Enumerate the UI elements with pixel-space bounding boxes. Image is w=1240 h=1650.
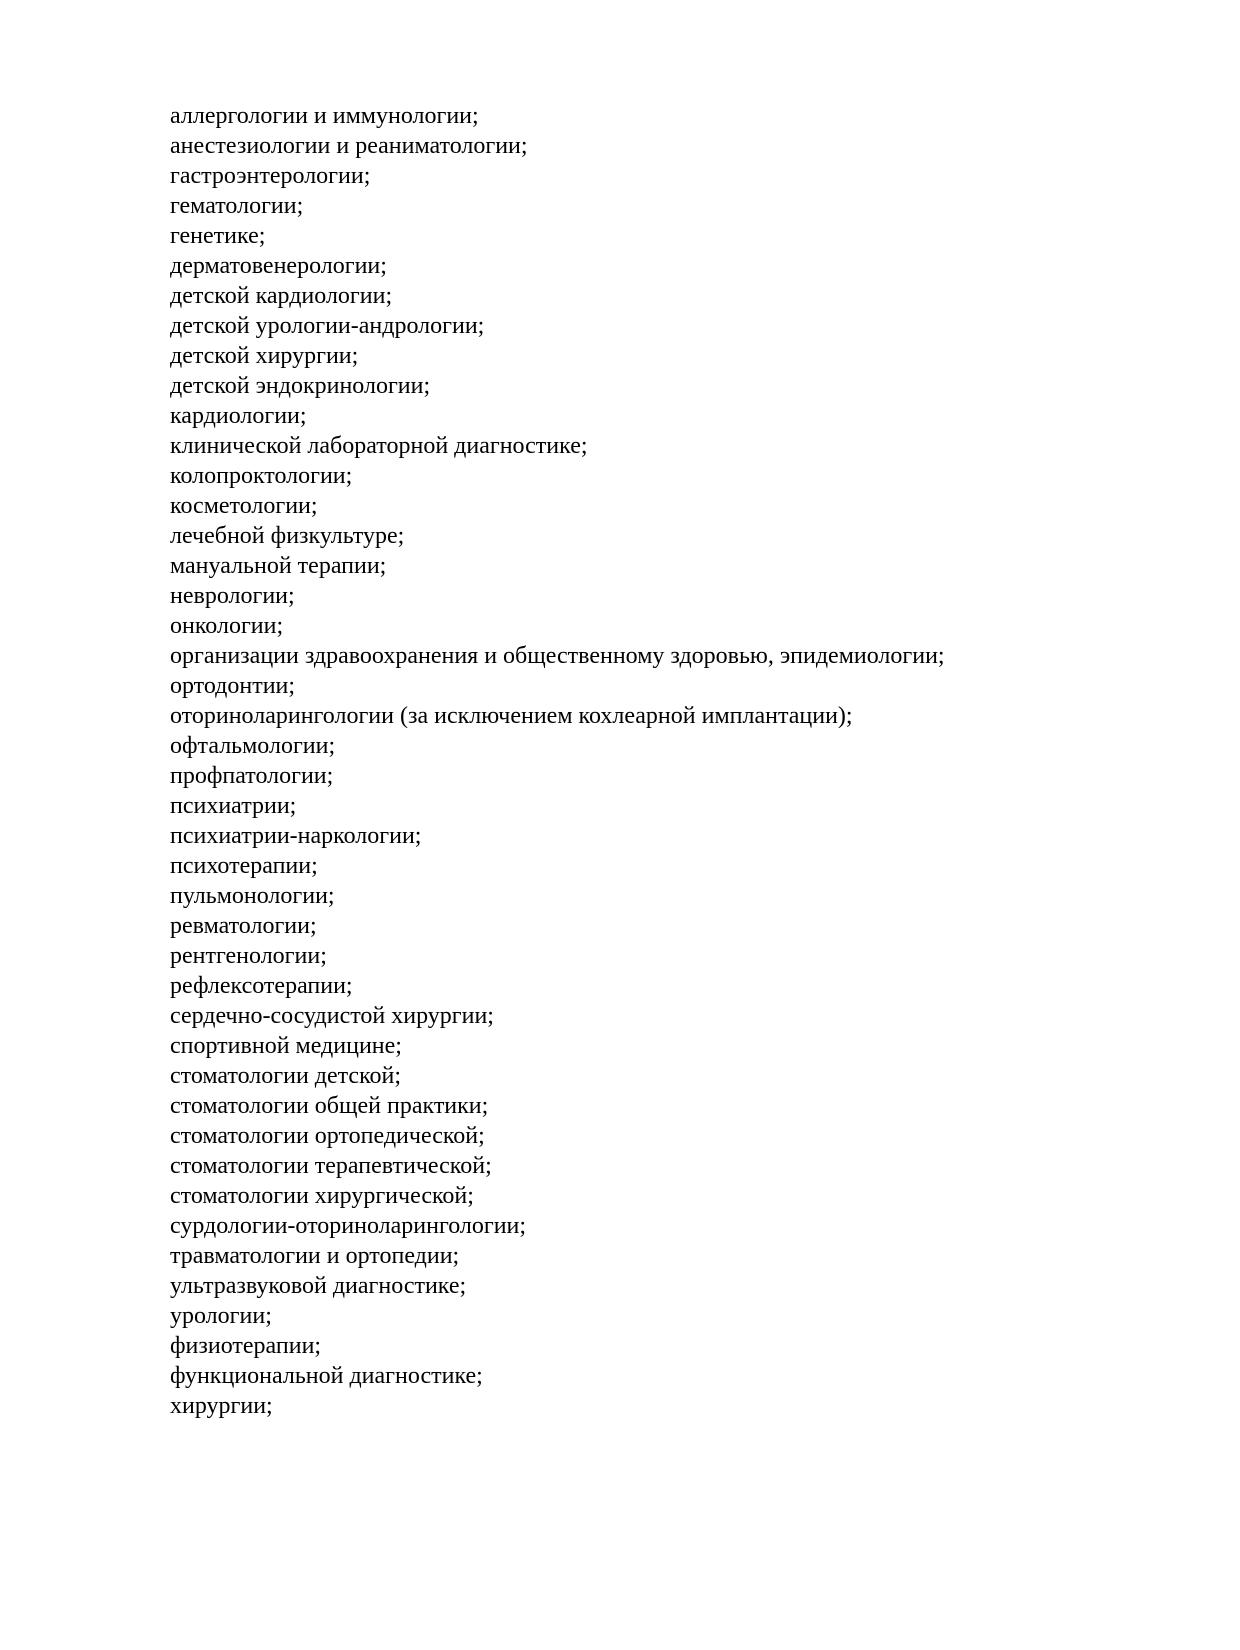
- specialty-line: аллергологии и иммунологии;: [170, 103, 479, 129]
- specialty-line: кардиологии;: [170, 403, 307, 429]
- specialty-list: [170, 101, 1180, 1421]
- specialty-line: ревматологии;: [170, 913, 317, 939]
- specialty-line: урологии;: [170, 1303, 272, 1329]
- specialty-line: психиатрии-наркологии;: [170, 823, 422, 849]
- specialty-line: дерматовенерологии;: [170, 253, 387, 279]
- specialty-line: лечебной физкультуре;: [170, 523, 405, 549]
- specialty-line: гематологии;: [170, 193, 304, 219]
- specialty-line: функциональной диагностике;: [170, 1363, 483, 1389]
- specialty-line: мануальной терапии;: [170, 553, 387, 579]
- specialty-line: стоматологии ортопедической;: [170, 1123, 485, 1149]
- specialty-line: пульмонологии;: [170, 883, 335, 909]
- specialty-line: неврологии;: [170, 583, 295, 609]
- specialty-line: психиатрии;: [170, 793, 297, 819]
- specialty-line: онкологии;: [170, 613, 284, 639]
- specialty-line: детской эндокринологии;: [170, 373, 431, 399]
- specialty-line: колопроктологии;: [170, 463, 353, 489]
- specialty-line: ультразвуковой диагностике;: [170, 1273, 467, 1299]
- specialty-line: клинической лабораторной диагностике;: [170, 433, 588, 459]
- specialty-line: стоматологии терапевтической;: [170, 1153, 492, 1179]
- specialty-line: гастроэнтерологии;: [170, 163, 371, 189]
- specialty-line: сурдологии-оториноларингологии;: [170, 1213, 527, 1239]
- specialty-line: косметологии;: [170, 493, 318, 519]
- specialty-line: стоматологии детской;: [170, 1063, 402, 1089]
- specialty-line: рентгенологии;: [170, 943, 327, 969]
- specialty-line: травматологии и ортопедии;: [170, 1243, 460, 1269]
- specialty-line: стоматологии общей практики;: [170, 1093, 489, 1119]
- specialty-line: стоматологии хирургической;: [170, 1183, 474, 1209]
- specialty-line: организации здравоохранения и общественному здоровью, эпидемиологии;: [170, 643, 945, 669]
- specialty-line: хирургии;: [170, 1393, 273, 1419]
- specialty-line: профпатологии;: [170, 763, 334, 789]
- specialty-line: детской урологии-андрологии;: [170, 313, 485, 339]
- specialty-line: генетике;: [170, 223, 266, 249]
- specialty-line: физиотерапии;: [170, 1333, 322, 1359]
- specialty-line: сердечно-сосудистой хирургии;: [170, 1003, 494, 1029]
- specialty-line: офтальмологии;: [170, 733, 336, 759]
- specialty-line: анестезиологии и реаниматологии;: [170, 133, 528, 159]
- specialty-line: детской хирургии;: [170, 343, 359, 369]
- specialty-line: оториноларингологии (за исключением кохлеарной имплантации);: [170, 703, 853, 729]
- specialty-line: психотерапии;: [170, 853, 318, 879]
- specialty-line: детской кардиологии;: [170, 283, 393, 309]
- specialty-line: спортивной медицине;: [170, 1033, 402, 1059]
- specialty-line: рефлексотерапии;: [170, 973, 353, 999]
- specialty-line: ортодонтии;: [170, 673, 296, 699]
